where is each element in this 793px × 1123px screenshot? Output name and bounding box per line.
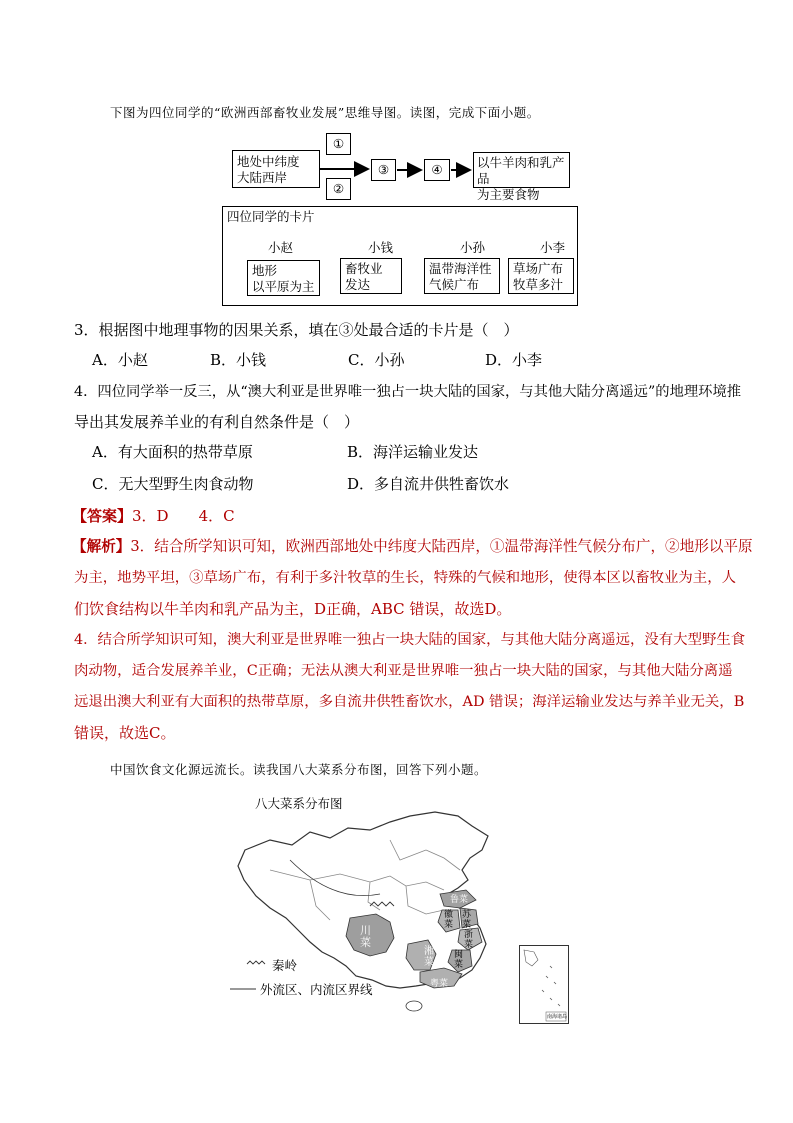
cards-title: 四位同学的卡片 (227, 209, 315, 224)
q3-option-a: A．小赵 (92, 351, 148, 369)
mindmap-box-2: ② (326, 178, 351, 200)
card-name-sun: 小孙 (460, 240, 486, 255)
label-yue: 粤菜 (430, 979, 449, 989)
analysis-label: 【解析】 (72, 538, 131, 555)
mindmap-result-line-1: 以牛羊肉和乳产品 (477, 155, 565, 186)
analysis-line-5: 肉动物，适合发展养羊业，C正确；无法从澳大利亚是世界唯一独占一块大陆的国家，与其他大陆分离遥 (74, 663, 733, 679)
analysis-text-1: 3．结合所学知识可知，欧洲西部地处中纬度大陆西岸，①温带海洋性气候分布广，②地形以平原 (130, 538, 753, 555)
inset-label: 南海诸岛 (547, 1014, 568, 1020)
analysis-line-4: 4．结合所学知识可知，澳大利亚是世界唯一独占一块大陆的国家，与其他大陆分离遥远，没有大型野生食 (74, 632, 746, 648)
intro-text-1: 下图为四位同学的“欧洲西部畜牧业发展”思维导图。读图，完成下面小题。 (110, 105, 540, 120)
analysis-line-3: 们饮食结构以牛羊肉和乳产品为主，D正确，ABC 错误，故选D。 (74, 600, 512, 618)
q3-option-c: C．小孙 (348, 351, 405, 369)
label-hui: 徽菜 (444, 910, 454, 930)
inset-map (519, 945, 569, 1024)
label-xiang: 湘菜 (424, 946, 434, 968)
map-title: 八大菜系分布图 (255, 796, 343, 811)
q4-stem-2: 导出其发展养羊业的有利自然条件是（ ） (74, 413, 360, 431)
card-li-line-2: 牧草多汁 (513, 277, 564, 292)
q4-option-a: A．有大面积的热带草原 (92, 443, 253, 461)
label-su: 苏菜 (462, 910, 472, 930)
mindmap-box-4: ④ (424, 159, 450, 181)
card-li (508, 258, 574, 294)
q3-option-d: D．小李 (485, 351, 543, 369)
analysis-line-1 (72, 533, 753, 561)
mindmap-result-line-2: 为主要食物 (477, 187, 540, 202)
answer-line (72, 502, 235, 530)
card-qian (340, 258, 402, 294)
mindmap-left-line-1: 地处中纬度 (237, 154, 300, 169)
inset-map-svg (520, 946, 568, 1023)
card-name-li: 小李 (540, 240, 566, 255)
card-zhao (247, 260, 320, 296)
label-min: 闽菜 (454, 950, 464, 970)
intro-text-2: 中国饮食文化源远流长。读我国八大菜系分布图，回答下列小题。 (110, 762, 488, 777)
q3-option-b: B．小钱 (210, 351, 267, 369)
analysis-line-7: 错误，故选C。 (74, 724, 176, 742)
card-sun-line-2: 气候广布 (429, 277, 480, 292)
q4-option-c: C．无大型野生肉食动物 (92, 475, 254, 493)
label-zhe: 浙菜 (464, 930, 474, 950)
card-li-line-1: 草场广布 (513, 261, 564, 276)
card-name-qian: 小钱 (368, 240, 394, 255)
card-zhao-line-1: 地形 (252, 263, 278, 278)
label-lu: 鲁菜 (450, 895, 469, 905)
card-qian-line-1: 畜牧业 (345, 261, 383, 276)
card-qian-line-2: 发达 (345, 277, 371, 292)
card-sun-line-1: 温带海洋性 (429, 261, 492, 276)
legend-qinling-text: 秦岭 (272, 958, 298, 973)
analysis-line-2: 为主，地势平坦，③草场广布，有利于多汁牧草的生长，特殊的气候和地形，使得本区以畜牧业为主，人 (74, 570, 736, 586)
q4-stem-1: 4．四位同学举一反三，从“澳大利亚是世界唯一独占一块大陆的国家，与其他大陆分离遥远”的地理环境推 (74, 384, 742, 400)
card-zhao-line-2: 以平原为主 (252, 279, 315, 294)
legend-qinling-symbol (247, 961, 265, 964)
q4-option-b: B．海洋运输业发达 (347, 443, 479, 461)
legend-boundary-text: 外流区、内流区界线 (260, 982, 373, 997)
mindmap-box-3: ③ (371, 159, 396, 181)
label-chuan: 川菜 (360, 924, 371, 949)
mindmap-left-line-2: 大陆西岸 (237, 170, 288, 185)
q4-option-d: D．多自流井供牲畜饮水 (347, 475, 510, 493)
hainan-island (406, 1001, 422, 1011)
mindmap-box-1: ① (326, 133, 351, 155)
analysis-line-6: 远退出澳大利亚有大面积的热带草原，多自流井供牲畜饮水，AD 错误；海洋运输业发达与养羊业无关，B (74, 694, 745, 710)
q3-stem: 3．根据图中地理事物的因果关系，填在③处最合适的卡片是（ ） (74, 321, 519, 339)
answer-text: 3．D 4．C (132, 507, 235, 525)
card-sun (424, 258, 500, 294)
card-name-zhao: 小赵 (268, 240, 294, 255)
answer-label: 【答案】 (72, 507, 133, 525)
